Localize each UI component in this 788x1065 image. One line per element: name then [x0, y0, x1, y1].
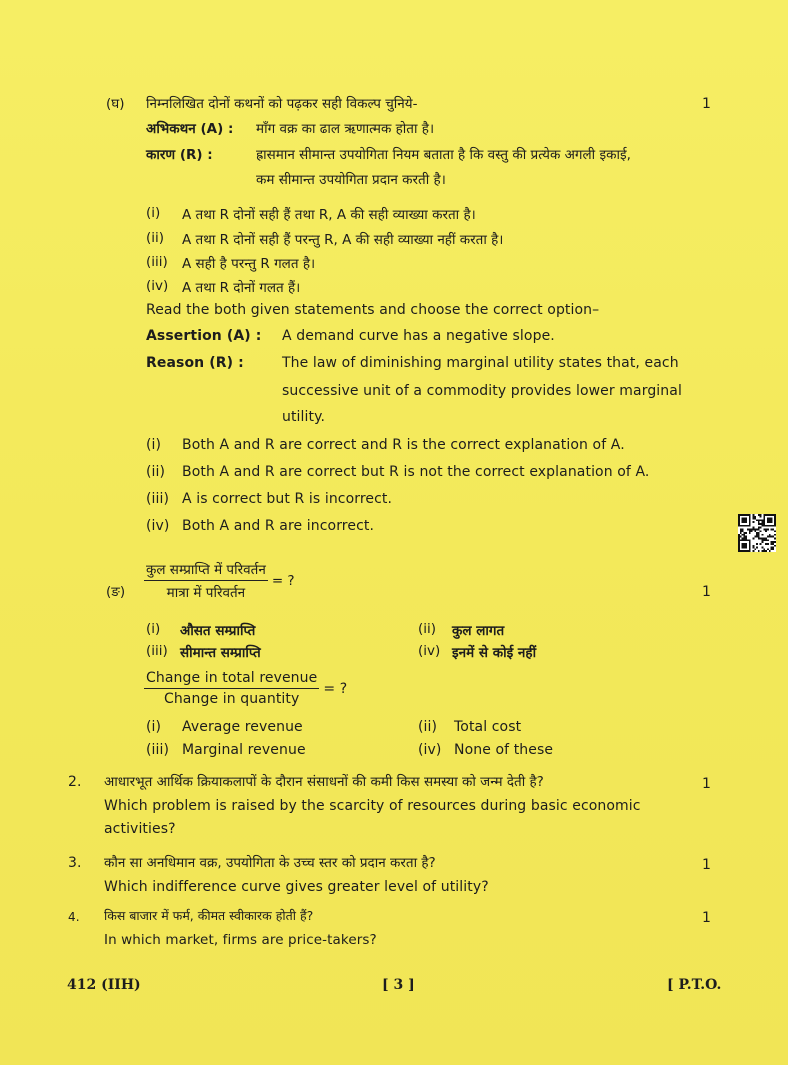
question-3-marks: 1 — [702, 857, 711, 873]
english-option-text: Average revenue — [182, 719, 303, 735]
english-option-text: Marginal revenue — [182, 742, 306, 758]
english-reason-line-1: The law of diminishing marginal utility states that, each — [282, 355, 679, 371]
hindi-option-number: (iii) — [146, 254, 168, 270]
question-4-hindi: किस बाजार में फर्म, कीमत स्वीकारक होती हैं? — [104, 908, 314, 923]
english-option-number: (iii) — [146, 742, 170, 758]
english-reason-line-3: utility. — [282, 409, 326, 425]
hindi-option-text: A तथा R दोनों सही हैं तथा R, A की सही व्याख्या करता है। — [182, 207, 476, 223]
question-2-english-line-1: Which problem is raised by the scarcity of resources during basic economic — [104, 798, 641, 814]
hindi-fraction — [144, 560, 295, 601]
english-option-number: (i) — [146, 719, 162, 735]
english-option-number: (iv) — [418, 742, 442, 758]
hindi-option-number: (ii) — [418, 621, 437, 637]
hindi-option-text: A सही है परन्तु R गलत है। — [182, 256, 316, 272]
english-fraction-denominator: Change in quantity — [163, 691, 300, 707]
page-number: [ 3 ] — [382, 977, 415, 993]
hindi-assertion-text: माँग वक्र का ढाल ऋणात्मक होता है। — [256, 121, 435, 137]
english-option-number: (ii) — [418, 719, 438, 735]
question-2-english-line-2: activities? — [104, 821, 176, 837]
hindi-option-number: (iv) — [418, 643, 441, 659]
question-4-number: 4. — [68, 910, 80, 924]
english-option-number: (iv) — [146, 518, 170, 534]
english-option-number: (i) — [146, 437, 162, 453]
english-option-text: Both A and R are correct but R is not the correct explanation of A. — [182, 464, 650, 480]
english-fraction-equals: = ? — [323, 680, 348, 697]
english-stem: Read the both given statements and choose the correct option– — [146, 302, 600, 318]
paper-code: 412 (IIH) — [67, 977, 141, 993]
english-assertion-label: Assertion (A) : — [146, 328, 262, 344]
hindi-fraction-numerator: कुल सम्प्राप्ति में परिवर्तन — [144, 560, 268, 581]
hindi-reason-line-2: कम सीमान्त उपयोगिता प्रदान करती है। — [256, 172, 446, 188]
english-fraction-numerator: Change in total revenue — [144, 670, 319, 689]
question-nga-number: (ङ) — [106, 584, 126, 600]
question-gha-marks: 1 — [702, 96, 711, 112]
question-2-number: 2. — [68, 774, 82, 790]
english-option-number: (ii) — [146, 464, 166, 480]
hindi-option-number: (i) — [146, 205, 161, 221]
question-3-hindi: कौन सा अनधिमान वक्र, उपयोगिता के उच्च स्तर को प्रदान करता है? — [104, 855, 436, 871]
hindi-option-text: सीमान्त सम्प्राप्ति — [180, 645, 261, 661]
question-3-number: 3. — [68, 855, 82, 871]
hindi-option-text: औसत सम्प्राप्ति — [180, 623, 256, 639]
hindi-option-number: (i) — [146, 621, 161, 637]
hindi-reason-label: कारण (R) : — [146, 147, 213, 163]
hindi-option-text: A तथा R दोनों गलत हैं। — [182, 280, 301, 296]
english-reason-label: Reason (R) : — [146, 355, 244, 371]
hindi-option-text: इनमें से कोई नहीं — [452, 645, 537, 661]
hindi-reason-line-1: ह्रासमान सीमान्त उपयोगिता नियम बताता है कि वस्तु की प्रत्येक अगली इकाई, — [256, 147, 631, 163]
question-4-english: In which market, firms are price-takers? — [104, 932, 377, 948]
english-option-text: Both A and R are correct and R is the correct explanation of A. — [182, 437, 625, 453]
hindi-assertion-label: अभिकथन (A) : — [146, 121, 234, 137]
english-reason-line-2: successive unit of a commodity provides lower marginal — [282, 383, 682, 399]
hindi-option-text: A तथा R दोनों सही हैं परन्तु R, A की सही व्याख्या नहीं करता है। — [182, 232, 504, 248]
hindi-option-number: (ii) — [146, 230, 165, 246]
question-3-english: Which indifference curve gives greater level of utility? — [104, 879, 489, 895]
hindi-fraction-denominator: मात्रा में परिवर्तन — [166, 585, 246, 601]
hindi-option-number: (iii) — [146, 643, 168, 659]
qr-code-icon — [738, 514, 776, 552]
question-gha-hindi-stem: निम्नलिखित दोनों कथनों को पढ़कर सही विकल्प चुनिये- — [146, 96, 418, 112]
question-4-marks: 1 — [702, 910, 711, 926]
english-option-text: None of these — [454, 742, 554, 758]
english-assertion-text: A demand curve has a negative slope. — [282, 328, 555, 344]
english-option-number: (iii) — [146, 491, 170, 507]
english-option-text: Both A and R are incorrect. — [182, 518, 375, 534]
english-option-text: Total cost — [454, 719, 522, 735]
english-fraction — [144, 670, 347, 707]
question-2-hindi: आधारभूत आर्थिक क्रियाकलापों के दौरान संसाधनों की कमी किस समस्या को जन्म देती है? — [104, 774, 544, 790]
question-gha-number: (घ) — [106, 96, 125, 112]
question-nga-marks: 1 — [702, 584, 711, 600]
hindi-option-text: कुल लागत — [452, 623, 505, 639]
english-option-text: A is correct but R is incorrect. — [182, 491, 393, 507]
question-2-marks: 1 — [702, 776, 711, 792]
hindi-option-number: (iv) — [146, 278, 169, 294]
please-turn-over: [ P.T.O. — [667, 977, 722, 993]
hindi-fraction-equals: = ? — [271, 572, 295, 589]
